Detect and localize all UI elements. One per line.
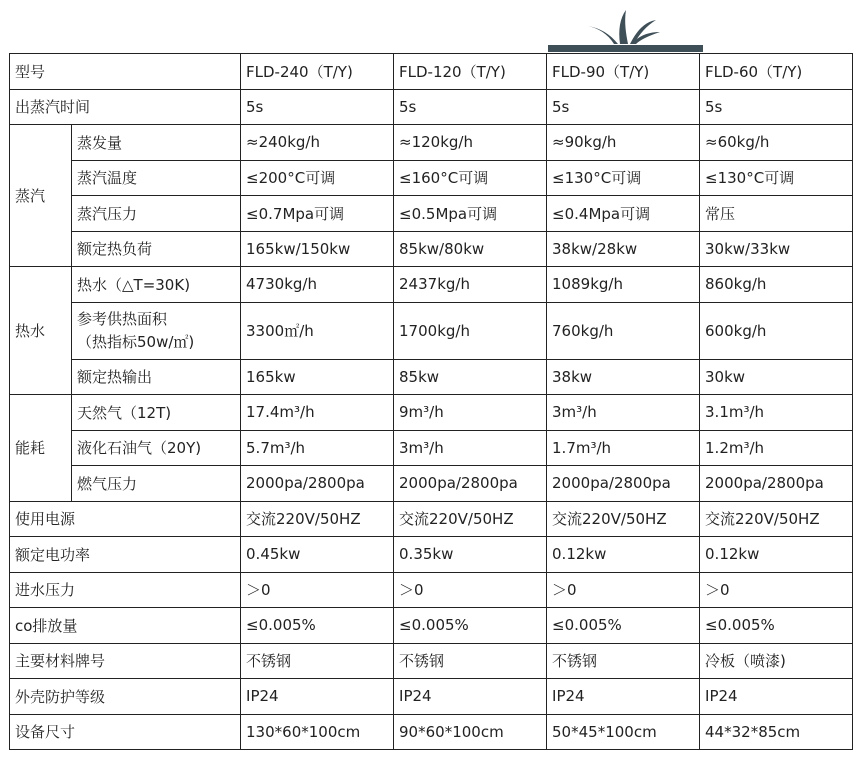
table-cell: 600kg/h (700, 302, 853, 359)
leaf-shape (619, 10, 628, 44)
table-cell: 760kg/h (547, 302, 700, 359)
table-row (10, 160, 853, 196)
table-cell: 1.7m³/h (547, 430, 700, 466)
group-label: 能耗 (10, 395, 72, 502)
table-cell: 90*60*100cm (394, 714, 547, 750)
table-cell: ≈90kg/h (547, 125, 700, 161)
row-label: 液化石油气（20Y) (72, 430, 241, 466)
table-cell: 0.12kw (700, 537, 853, 573)
logo-bar (548, 45, 703, 52)
table-cell: 3m³/h (394, 430, 547, 466)
table-cell: 165kw/150kw (241, 231, 394, 267)
table-cell: 38kw (547, 359, 700, 395)
table-row (10, 267, 853, 303)
row-label-line: 参考供热面积 (77, 309, 168, 328)
table-row (10, 430, 853, 466)
table-row (10, 359, 853, 395)
table-cell: ＞0 (241, 572, 394, 608)
table-row (10, 608, 853, 644)
table-cell: 1.2m³/h (700, 430, 853, 466)
table-row (10, 302, 853, 359)
table-cell: 交流220V/50HZ (700, 501, 853, 537)
table-row (10, 196, 853, 232)
leaf-shape (588, 26, 618, 44)
table-row (10, 466, 853, 502)
table-cell: ≤160°C可调 (394, 160, 547, 196)
table-cell: 30kw/33kw (700, 231, 853, 267)
table-cell: IP24 (394, 679, 547, 715)
table-cell: IP24 (241, 679, 394, 715)
table-cell: 1089kg/h (547, 267, 700, 303)
table-cell: 不锈钢 (547, 643, 700, 679)
table-row (10, 395, 853, 431)
row-label: 使用电源 (10, 501, 241, 537)
row-label: co排放量 (10, 608, 241, 644)
table-cell: 5s (394, 89, 547, 125)
row-label: 天然气（12T) (72, 395, 241, 431)
table-cell: 不锈钢 (241, 643, 394, 679)
plant-logo-icon (548, 6, 703, 52)
table-cell: 2437kg/h (394, 267, 547, 303)
spec-table (9, 53, 853, 750)
row-label (72, 302, 241, 359)
row-label: 型号 (10, 54, 241, 90)
table-cell: ≤0.005% (700, 608, 853, 644)
row-label: 设备尺寸 (10, 714, 241, 750)
table-cell: 5s (241, 89, 394, 125)
table-cell: 9m³/h (394, 395, 547, 431)
row-label: 蒸汽压力 (72, 196, 241, 232)
table-row (10, 714, 853, 750)
table-cell: 0.12kw (547, 537, 700, 573)
table-cell: 交流220V/50HZ (394, 501, 547, 537)
table-cell: ≤0.005% (547, 608, 700, 644)
row-label: 燃气压力 (72, 466, 241, 502)
table-cell: 0.35kw (394, 537, 547, 573)
table-cell: 2000pa/2800pa (547, 466, 700, 502)
table-cell: 30kw (700, 359, 853, 395)
row-label: 主要材料牌号 (10, 643, 241, 679)
table-cell: 860kg/h (700, 267, 853, 303)
table-cell: ≈240kg/h (241, 125, 394, 161)
table-cell: 165kw (241, 359, 394, 395)
table-row (10, 643, 853, 679)
table-row (10, 679, 853, 715)
row-label: 额定热输出 (72, 359, 241, 395)
model-header: FLD-240（T/Y) (241, 54, 394, 90)
table-cell: 5s (700, 89, 853, 125)
table-cell: ≤0.7Mpa可调 (241, 196, 394, 232)
table-cell: ≤130°C可调 (700, 160, 853, 196)
table-cell: IP24 (547, 679, 700, 715)
table-row (10, 501, 853, 537)
table-cell: 44*32*85cm (700, 714, 853, 750)
model-header: FLD-90（T/Y) (547, 54, 700, 90)
row-label: 外壳防护等级 (10, 679, 241, 715)
group-label: 蒸汽 (10, 125, 72, 267)
table-cell: 2000pa/2800pa (241, 466, 394, 502)
table-cell: 交流220V/50HZ (241, 501, 394, 537)
table-cell: ＞0 (547, 572, 700, 608)
table-cell: ＞0 (394, 572, 547, 608)
table-row (10, 125, 853, 161)
table-cell: 2000pa/2800pa (394, 466, 547, 502)
table-cell: 4730kg/h (241, 267, 394, 303)
table-row (10, 537, 853, 573)
table-cell: 5.7m³/h (241, 430, 394, 466)
row-label: 进水压力 (10, 572, 241, 608)
table-cell: ≤0.4Mpa可调 (547, 196, 700, 232)
table-cell: 3300㎡/h (241, 302, 394, 359)
row-label: 蒸汽温度 (72, 160, 241, 196)
table-cell: 85kw (394, 359, 547, 395)
table-cell: 1700kg/h (394, 302, 547, 359)
table-cell: 5s (547, 89, 700, 125)
row-label-line: （热指标50w/㎡) (77, 332, 195, 351)
table-cell: 冷板（喷漆) (700, 643, 853, 679)
table-cell: ≤130°C可调 (547, 160, 700, 196)
table-cell: ≤0.005% (394, 608, 547, 644)
table-cell: 3m³/h (547, 395, 700, 431)
row-label: 出蒸汽时间 (10, 89, 241, 125)
leaf-shape (630, 20, 656, 44)
table-cell: ≤200°C可调 (241, 160, 394, 196)
row-label: 蒸发量 (72, 125, 241, 161)
table-cell: 0.45kw (241, 537, 394, 573)
model-header: FLD-120（T/Y) (394, 54, 547, 90)
table-cell: ≈120kg/h (394, 125, 547, 161)
table-cell: ≈60kg/h (700, 125, 853, 161)
table-cell: ≤0.005% (241, 608, 394, 644)
group-label: 热水 (10, 267, 72, 395)
row-label: 额定电功率 (10, 537, 241, 573)
table-cell: 3.1m³/h (700, 395, 853, 431)
table-cell: 常压 (700, 196, 853, 232)
row-label: 额定热负荷 (72, 231, 241, 267)
table-cell: ＞0 (700, 572, 853, 608)
model-header: FLD-60（T/Y) (700, 54, 853, 90)
table-cell: 不锈钢 (394, 643, 547, 679)
row-label: 热水（△T=30K) (72, 267, 241, 303)
table-cell: 17.4m³/h (241, 395, 394, 431)
table-row (10, 231, 853, 267)
table-cell: IP24 (700, 679, 853, 715)
table-cell: 50*45*100cm (547, 714, 700, 750)
table-cell: 2000pa/2800pa (700, 466, 853, 502)
table-row-model (10, 54, 853, 90)
table-cell: 130*60*100cm (241, 714, 394, 750)
table-cell: 交流220V/50HZ (547, 501, 700, 537)
table-cell: 38kw/28kw (547, 231, 700, 267)
table-row (10, 89, 853, 125)
table-row (10, 572, 853, 608)
table-cell: ≤0.5Mpa可调 (394, 196, 547, 232)
table-cell: 85kw/80kw (394, 231, 547, 267)
